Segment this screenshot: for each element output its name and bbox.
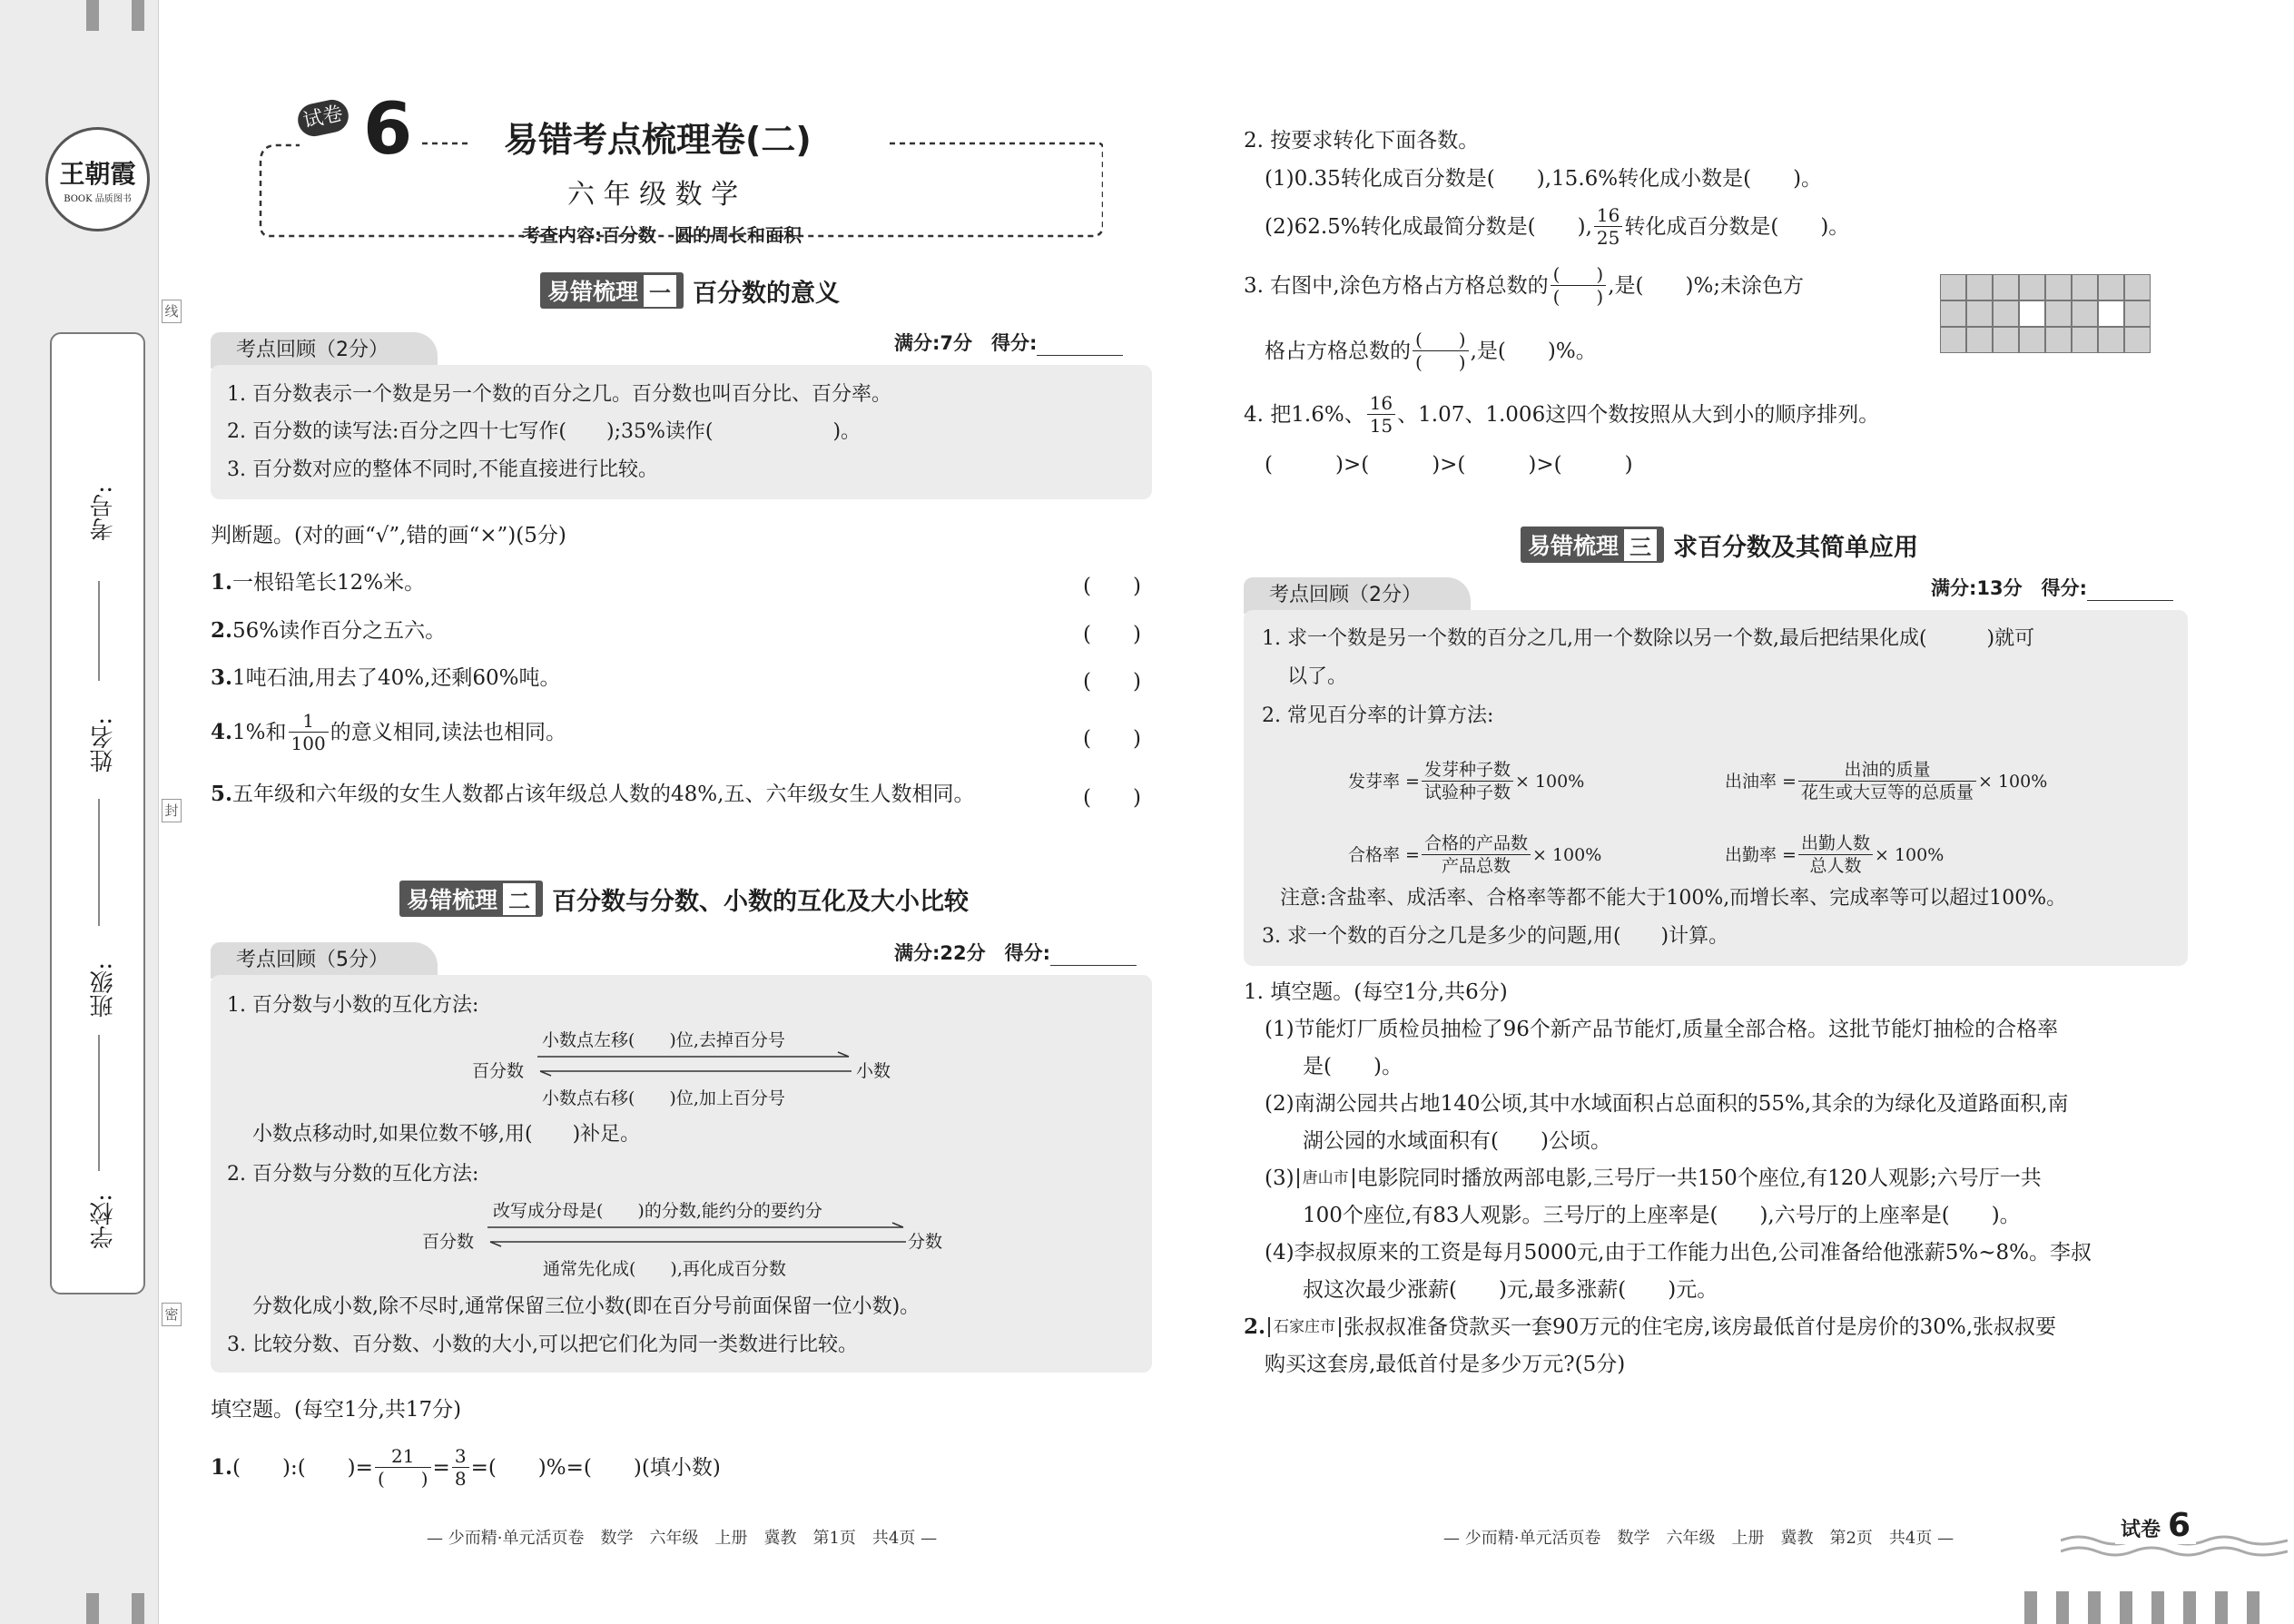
review-note: 分数化成小数,除不尽时,通常保留三位小数(即在百分号前面保留一位小数)。 [252, 1295, 921, 1318]
arrow1-left-label: 百分数 [472, 1061, 525, 1081]
grid-cell-shaded [1966, 300, 1993, 327]
judge-title: 判断题。(对的画“√”,错的画“×”)(5分) [211, 524, 566, 547]
fill-item: (2)南湖公园共占地140公顷,其中水域面积占总面积的55%,其余的为绿化及道路面积,南 [1265, 1092, 2069, 1116]
judge-item-1: 1.一根铅笔长12%米。 [211, 570, 426, 595]
answer-paren[interactable]: ( ) [1083, 786, 1141, 810]
grid-cell-shaded [1993, 300, 2019, 327]
paper-number: 6 [363, 89, 413, 171]
arrow2-bottom-label: 通常先化成( ),再化成百分数 [543, 1259, 786, 1279]
grid-cell-shaded [2045, 327, 2072, 353]
grid-cell-shaded [1940, 327, 1966, 353]
exam-no-line[interactable] [98, 581, 100, 681]
grid-cell-shaded [2072, 274, 2098, 300]
arrow2-left-label: 百分数 [422, 1232, 475, 1252]
score-blank[interactable] [1037, 338, 1123, 356]
square-grid [1940, 274, 2151, 353]
binding-mark [2151, 1591, 2164, 1624]
q2-1: (1)0.35转化成百分数是( ),15.6%转化成小数是( )。 [1265, 167, 1823, 191]
grid-cell-shaded [2019, 274, 2045, 300]
q3-line-2: 格占方格总数的 $\frac{( )}{( )}$ ,是( )%。 [1265, 329, 1597, 373]
section-3-score: 满分:13分 得分: [1931, 574, 2173, 601]
grid-cell-shaded [2045, 300, 2072, 327]
review-note: 注意:含盐率、成活率、合格率等都不能大于100%,而增长率、完成率等可以超过100%。 [1280, 887, 2067, 910]
q4: 4. 把1.6%、 $\frac{16}{15}$ 、1.07、1.006这四个数按照从大到小的顺序排列。 [1244, 392, 1880, 437]
grid-cell-shaded [2124, 300, 2151, 327]
grid-cell-shaded [2072, 300, 2098, 327]
section-1-score: 满分:7分 得分: [894, 329, 1123, 356]
region-tag: 唐山市 [1297, 1168, 1354, 1188]
review-item: 1. 求一个数是另一个数的百分之几,用一个数除以另一个数,最后把结果化成( )就可 [1262, 627, 2035, 650]
answer-paren[interactable]: ( ) [1083, 623, 1141, 646]
q2-2: (2)62.5%转化成最简分数是( ), $\frac{16}{25}$ 转化成百分数是( )。 [1265, 204, 1850, 249]
section-3-review-tab: 考点回顾（2分） [1244, 577, 1471, 614]
application-question: 2. 石家庄市 张叔叔准备贷款买一套90万元的住宅房,该房最低首付是房价的30%,张叔叔要 [1244, 1314, 2057, 1339]
formula-oil-yield: 出油率 = $\frac{\text{出油的质量}}{\text{花生或大豆等的总质量}}$ × 100% [1725, 760, 2048, 802]
fill-title: 填空题。(每空1分,共17分) [211, 1398, 462, 1422]
fraction: $\frac{\text{出勤人数}}{\text{总人数}}$ [1798, 832, 1873, 877]
conversion-arrows-2 [486, 1222, 908, 1249]
fraction: $\frac{21}{( )}$ [375, 1445, 431, 1490]
binding-mark [2120, 1591, 2132, 1624]
grid-cell-shaded [1993, 274, 2019, 300]
fraction: $\frac{\text{出油的质量}}{\text{花生或大豆等的总质量}}$ [1798, 759, 1976, 803]
formula-germination: 发芽率 = $\frac{\text{发芽种子数}}{\text{试验种子数}}$ × 100% [1348, 760, 1585, 802]
section-2-review-tab: 考点回顾（5分） [211, 942, 438, 979]
formula-attendance: 出勤率 = $\frac{\text{出勤人数}}{\text{总人数}}$ × 100% [1725, 833, 1944, 876]
fill-title: 1. 填空题。(每空1分,共6分) [1244, 980, 1508, 1004]
answer-paren[interactable]: ( ) [1083, 670, 1141, 694]
section-1-badge: 易错梳理 一 [540, 272, 684, 309]
name-label: 姓名: [90, 717, 117, 773]
review-item: 1. 百分数与小数的互化方法: [227, 994, 479, 1017]
judge-item-5: 5.五年级和六年级的女生人数都占该年级总人数的48%,五、六年级女生人数相同。 [211, 782, 975, 806]
paper-subtitle: 六 年 级 数 学 [567, 179, 739, 211]
grid-cell-shaded [2045, 274, 2072, 300]
review-item: 2. 百分数的读写法:百分之四十七写作( );35%读作( )。 [227, 420, 861, 443]
review-item: 3. 求一个数的百分之几是多少的问题,用( )计算。 [1262, 925, 1729, 948]
grid-cell-shaded [2124, 327, 2151, 353]
arrow1-top-label: 小数点左移( )位,去掉百分号 [542, 1030, 785, 1050]
section-2-title: 易错梳理 二 百分数与分数、小数的互化及大小比较 [399, 881, 969, 917]
cut-mark-seal: 封 [162, 799, 182, 822]
grid-cell-shaded [1993, 327, 2019, 353]
score-blank[interactable] [1050, 948, 1137, 966]
binding-mark [2183, 1591, 2196, 1624]
fraction: $\frac{3}{8}$ [452, 1445, 469, 1490]
fraction: $\frac{\text{发芽种子数}}{\text{试验种子数}}$ [1422, 759, 1513, 803]
region-tag: 石家庄市 [1268, 1317, 1341, 1337]
grid-cell-shaded [2124, 274, 2151, 300]
fill-item: 100个座位,有83人观影。三号厅的上座率是( ),六号厅的上座率是( )。 [1303, 1204, 2021, 1227]
judge-item-4: 4. 1%和 $\frac{1}{100}$ 的意义相同,读法也相同。 [211, 710, 567, 754]
q3-line-1: 3. 右图中,涂色方格占方格总数的 $\frac{( )}{( )}$ ,是( )%;未涂色方 [1244, 263, 1805, 308]
judge-item-3: 3.1吨石油,用去了40%,还剩60%吨。 [211, 665, 561, 690]
paper-scope: 考查内容:百分数 圆的周长和面积 [522, 224, 802, 246]
fill-question-1: 1. ( ):( )= $\frac{21}{( )}$ = $\frac{3}{8}$ =( )%=( )(填小数) [211, 1445, 721, 1490]
fill-item: 叔这次最少涨薪( )元,最多涨薪( )元。 [1303, 1278, 1718, 1302]
fraction-blank[interactable]: $\frac{( )}{( )}$ [1551, 263, 1607, 308]
binding-mark [2024, 1591, 2037, 1624]
grid-cell-shaded [1940, 274, 1966, 300]
grid-cell-shaded [2019, 327, 2045, 353]
publisher-logo: 王朝霞 BOOK 品质图书 [45, 127, 150, 231]
binding-mark [2088, 1591, 2101, 1624]
grid-cell-empty [2019, 300, 2045, 327]
class-line[interactable] [98, 1035, 100, 1171]
arrow2-right-label: 分数 [908, 1232, 943, 1252]
q2-title: 2. 按要求转化下面各数。 [1244, 129, 1480, 153]
grid-cell-shaded [1940, 300, 1966, 327]
grid-cell-shaded [1966, 327, 1993, 353]
arrow1-right-label: 小数 [856, 1061, 891, 1081]
judge-item-2: 2.56%读作百分之五六。 [211, 618, 447, 643]
grid-cell-empty [2098, 300, 2124, 327]
review-item: 3. 比较分数、百分数、小数的大小,可以把它们化为同一类数进行比较。 [227, 1334, 858, 1356]
review-item: 2. 常见百分率的计算方法: [1262, 704, 1494, 727]
fill-item: (4)李叔叔原来的工资是每月5000元,由于工作能力出色,公司准备给他涨薪5%~8%。李叔 [1265, 1241, 2092, 1265]
arrow2-top-label: 改写成分母是( )的分数,能约分的要约分 [493, 1201, 822, 1221]
application-question-line-2: 购买这套房,最低首付是多少万元?(5分) [1265, 1353, 1626, 1376]
corner-paper-tag: 试卷 6 [2115, 1512, 2196, 1544]
q4-order-blanks[interactable]: ( )>( )>( )>( ) [1265, 453, 1633, 477]
cut-mark-secret: 密 [162, 1303, 182, 1326]
answer-paren[interactable]: ( ) [1083, 727, 1141, 751]
name-line[interactable] [98, 799, 100, 926]
binding-mark [86, 0, 99, 31]
fill-item: (3) 唐山市 电影院同时播放两部电影,三号厅一共150个座位,有120人观影;六号厅一共 [1265, 1166, 2042, 1190]
section-1-review-tab: 考点回顾（2分） [211, 332, 438, 369]
fraction: $\frac{\text{合格的产品数}}{\text{产品总数}}$ [1422, 832, 1531, 877]
footer-right: — 少而精·单元活页卷 数学 六年级 上册 冀教 第2页 共4页 — [1443, 1529, 1954, 1548]
grid-cell-shaded [2098, 274, 2124, 300]
review-item: 1. 百分数表示一个数是另一个数的百分之几。百分数也叫百分比、百分率。 [227, 383, 891, 406]
section-2-badge: 易错梳理 二 [399, 881, 543, 917]
binding-mark [2215, 1591, 2228, 1624]
review-item: 2. 百分数与分数的互化方法: [227, 1163, 479, 1186]
grid-cell-shaded [1966, 274, 1993, 300]
review-item: 3. 百分数对应的整体不同时,不能直接进行比较。 [227, 458, 658, 481]
binding-mark [86, 1593, 99, 1624]
fraction: $\frac{16}{15}$ [1367, 392, 1395, 437]
footer-left: — 少而精·单元活页卷 数学 六年级 上册 冀教 第1页 共4页 — [427, 1529, 938, 1548]
score-blank[interactable] [2087, 583, 2173, 601]
review-item: 以了。 [1287, 665, 1348, 688]
arrow1-bottom-label: 小数点右移( )位,加上百分号 [542, 1088, 785, 1108]
exam-no-label: 考号: [90, 486, 117, 541]
binding-mark [2247, 1591, 2260, 1624]
conversion-arrows-1 [536, 1051, 853, 1078]
section-3-title: 易错梳理 三 求百分数及其简单应用 [1521, 527, 1918, 563]
cut-mark-line: 线 [162, 300, 182, 323]
fill-item: (1)节能灯厂质检员抽检了96个新产品节能灯,质量全部合格。这批节能灯抽检的合格率 [1265, 1018, 2059, 1041]
section-1-title: 易错梳理 一 百分数的意义 [540, 272, 840, 309]
binding-mark [2056, 1591, 2069, 1624]
grid-cell-shaded [2098, 327, 2124, 353]
review-note: 小数点移动时,如果位数不够,用( )补足。 [252, 1123, 641, 1146]
paper-tag: 试卷 [295, 97, 351, 140]
paper-title: 易错考点梳理卷(二) [504, 120, 812, 160]
fill-item: 湖公园的水域面积有( )公顷。 [1303, 1129, 1611, 1153]
grid-cell-shaded [2072, 327, 2098, 353]
class-label: 班级: [90, 962, 117, 1018]
fraction: $\frac{16}{25}$ [1594, 204, 1622, 249]
binding-mark [132, 0, 144, 31]
section-2-score: 满分:22分 得分: [894, 939, 1137, 966]
formula-pass-rate: 合格率 = $\frac{\text{合格的产品数}}{\text{产品总数}}$ × 100% [1348, 833, 1602, 876]
binding-mark [132, 1593, 144, 1624]
answer-paren[interactable]: ( ) [1083, 575, 1141, 598]
section-3-badge: 易错梳理 三 [1521, 527, 1664, 563]
fill-item: 是( )。 [1303, 1055, 1403, 1078]
fraction-blank[interactable]: $\frac{( )}{( )}$ [1413, 329, 1469, 373]
school-label: 学校: [90, 1194, 117, 1249]
fraction: $\frac{1}{100}$ [289, 710, 329, 754]
